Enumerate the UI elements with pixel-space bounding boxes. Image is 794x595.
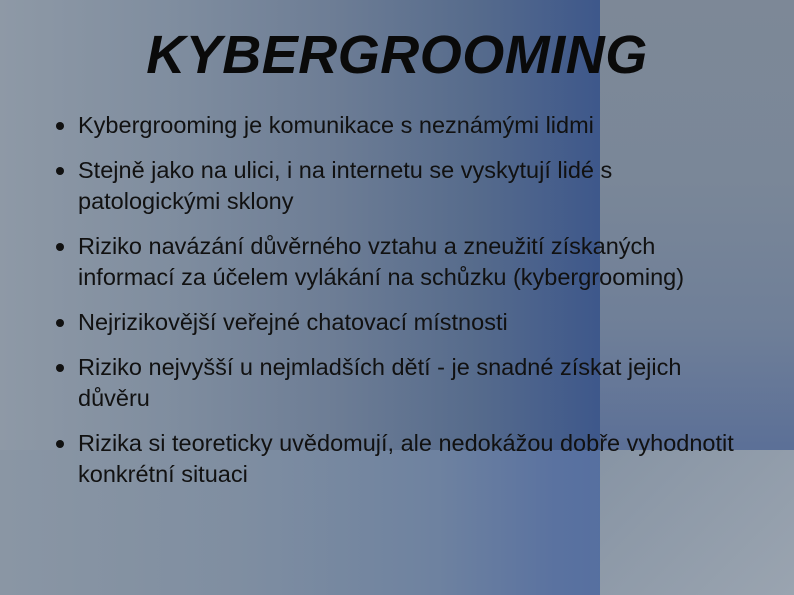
bullet-dot-icon: [56, 319, 64, 327]
bullet-dot-icon: [56, 243, 64, 251]
bullet-item: [56, 231, 746, 293]
bullet-text: Riziko nejvyšší u nejmladších dětí - je snadné získat jejich důvěru: [78, 354, 682, 411]
bullet-item: [56, 110, 746, 141]
bullet-dot-icon: [56, 440, 64, 448]
bullet-item: [56, 428, 746, 490]
bullet-dot-icon: [56, 364, 64, 372]
bullet-text: Stejně jako na ulici, i na internetu se vyskytují lidé s patologickými sklony: [78, 157, 613, 214]
bullet-text: Kybergrooming je komunikace s neznámými lidmi: [78, 112, 594, 138]
bullet-dot-icon: [56, 167, 64, 175]
bullet-text: Riziko navázání důvěrného vztahu a zneužití získaných informací za účelem vylákání na schůzku (kybergrooming): [78, 233, 685, 290]
bullet-item: [56, 155, 746, 217]
bullet-text: Rizika si teoreticky uvědomují, ale nedokážou dobře vyhodnotit konkrétní situaci: [78, 430, 734, 487]
bullet-dot-icon: [56, 122, 64, 130]
bullet-list: [56, 110, 746, 504]
bullet-text: Nejrizikovější veřejné chatovací místnosti: [78, 309, 508, 335]
slide-title: KYBERGROOMING: [146, 25, 648, 85]
bullet-item: [56, 307, 746, 338]
bullet-item: [56, 352, 746, 414]
